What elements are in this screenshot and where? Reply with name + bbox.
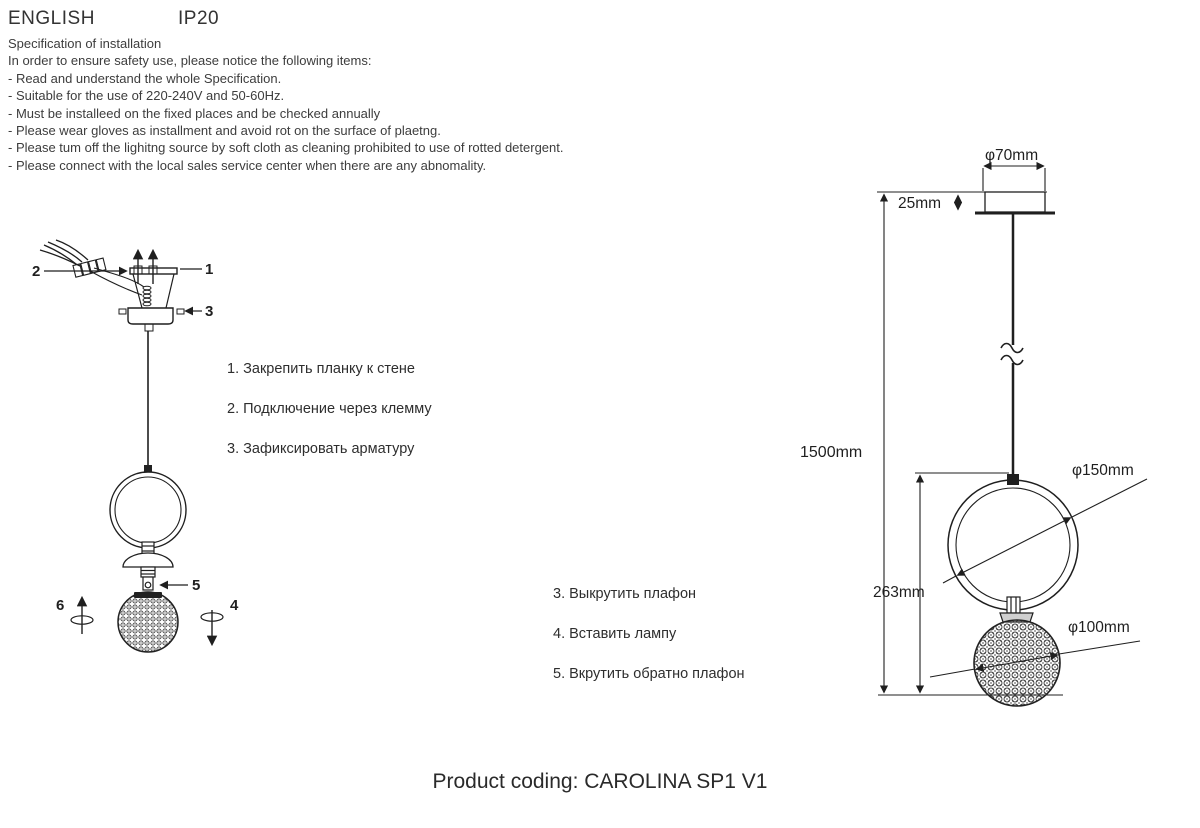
supply-wires [40,240,144,295]
ring-diameter-label: φ150mm [1072,462,1134,479]
spec-item: - Please tum off the lighitng source by soft cloth as cleaning prohibited to use of rotted detergent. [8,140,564,156]
spec-title: Specification of installation [8,36,162,51]
unscrew-rotation-icon [71,598,93,634]
ip-rating-label: IP20 [178,8,220,29]
spec-item: - Read and understand the whole Specification. [8,70,282,86]
canopy-diameter-label: φ70mm [985,147,1039,164]
lamp-socket [141,567,155,590]
mounting-bracket [130,251,177,308]
callout-6-label: 6 [56,597,65,614]
canopy-height-label: 25mm [898,195,942,212]
callout-leaders [44,269,202,311]
saucer-shade [123,553,173,567]
spec-intro: In order to ensure safety use, please notice the following items: [8,53,372,69]
ring-diameter-dimension [943,479,1147,583]
mount-step: 2. Подключение через клемму [227,401,432,417]
cord-connector [1007,474,1019,485]
canopy-width-dimension [983,166,1045,191]
body-height-label: 263mm [873,584,925,601]
callout-5-label: 5 [192,577,201,594]
threaded-nipple [143,286,151,306]
dimension-diagram [795,135,1165,715]
cord-connector [144,465,152,472]
screw-rotation-icon [201,610,223,644]
callout-1-label: 1 [205,261,214,278]
spec-item: - Suitable for the use of 220-240V and 50-60Hz. [8,88,285,104]
ring-frame [110,472,186,548]
terminal-block [73,258,106,277]
mount-step: 3. Зафиксировать арматуру [227,441,415,457]
bulb-step: 5. Вкрутить обратно плафон [553,666,745,682]
callout-2-label: 2 [32,263,41,280]
callout-3-label: 3 [205,303,214,320]
crystal-shade [118,592,178,652]
crystal-shade [974,620,1060,706]
suspension-length-label: 1500mm [800,444,863,461]
specification-block [8,35,563,174]
spec-item: - Must be installeed on the fixed places and be checked annually [8,105,381,121]
callout-4-label: 4 [230,597,239,614]
ceiling-canopy [985,192,1045,212]
overall-length-dimension [878,195,1063,695]
shade-diameter-label: φ100mm [1068,619,1130,636]
canopy-cup [119,308,184,331]
product-coding: Product coding: CAROLINA SP1 V1 [432,770,768,793]
cord-break-symbol [1001,344,1023,365]
spec-item: - Please connect with the local sales service center when there are any abnomality. [8,157,487,173]
language-label: ENGLISH [8,8,95,29]
ring-frame [948,480,1078,610]
spec-item: - Please wear gloves as installment and avoid rot on the surface of plaetng. [8,123,441,139]
bulb-step: 4. Вставить лампу [553,626,677,642]
installation-diagram [30,238,250,668]
mount-step: 1. Закрепить планку к стене [227,361,415,377]
bulb-step: 3. Выкрутить плафон [553,586,697,602]
